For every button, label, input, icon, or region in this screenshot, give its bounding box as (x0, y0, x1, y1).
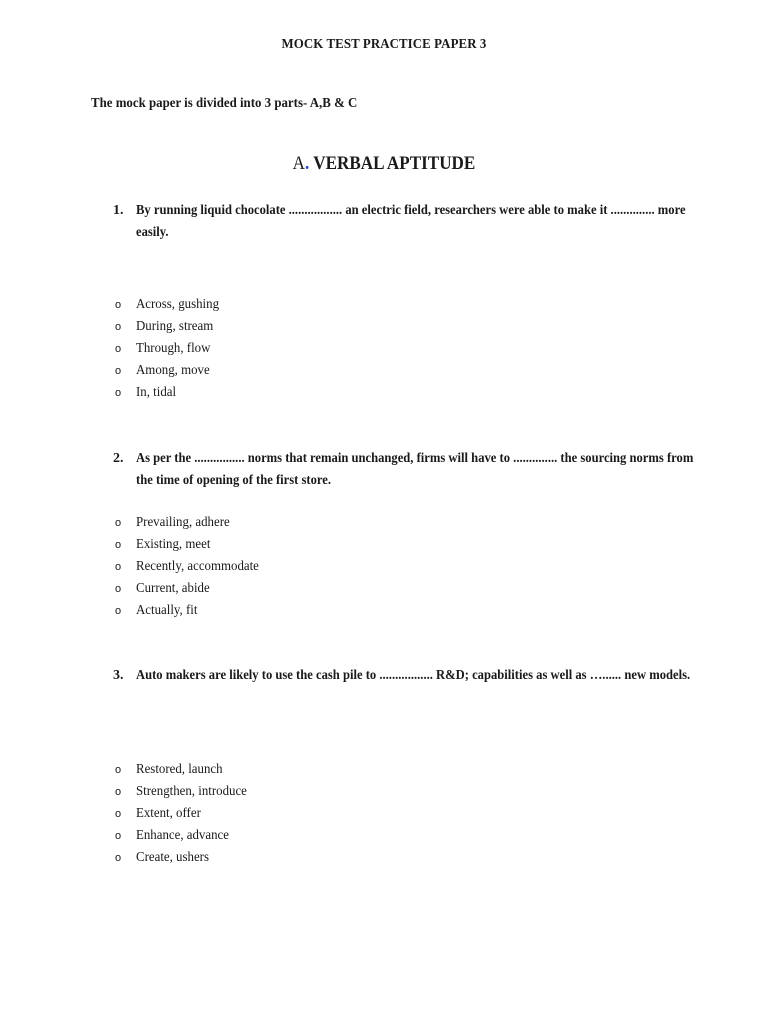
option-text: In, tidal (136, 385, 177, 400)
option-text: Across, gushing (136, 297, 220, 312)
question-1-options (113, 294, 226, 404)
option-text: Strengthen, introduce (136, 784, 247, 799)
option-item (113, 556, 270, 578)
bullet-icon: o (115, 387, 122, 399)
bullet-icon: o (115, 299, 122, 311)
section-heading (38, 153, 729, 175)
option-item (113, 382, 226, 404)
option-item (113, 847, 257, 869)
question-2-options (113, 512, 270, 622)
option-text: Actually, fit (136, 603, 198, 618)
option-text: Prevailing, adhere (136, 515, 230, 530)
option-text: Current, abide (136, 581, 210, 596)
option-text: Restored, launch (136, 762, 223, 777)
option-text: Enhance, advance (136, 828, 229, 843)
question-text: By running liquid chocolate ................. an electric field, researchers were able to make it .............. more easily. (136, 203, 686, 240)
option-text: Extent, offer (136, 806, 201, 821)
bullet-icon: o (115, 808, 122, 820)
option-item (113, 338, 226, 360)
section-letter: A (292, 153, 306, 174)
option-text: During, stream (136, 319, 214, 334)
bullet-icon: o (115, 561, 122, 573)
option-item (113, 600, 270, 622)
option-item (113, 294, 226, 316)
option-text: Create, ushers (136, 850, 209, 865)
question-number: 3. (113, 668, 124, 683)
question-text: As per the ................ norms that remain unchanged, firms will have to .............. the sourcing norms from the time of opening of the first store. (136, 451, 694, 488)
bullet-icon: o (115, 852, 122, 864)
option-item (113, 512, 270, 534)
option-text: Recently, accommodate (136, 559, 259, 574)
bullet-icon: o (115, 786, 122, 798)
option-item (113, 759, 257, 781)
option-item (113, 316, 226, 338)
option-text: Existing, meet (136, 537, 211, 552)
intro-text: The mock paper is divided into 3 parts- A,B & C (91, 96, 358, 111)
question-number: 1. (113, 203, 124, 218)
bullet-icon: o (115, 830, 122, 842)
option-item (113, 360, 226, 382)
option-item (113, 781, 257, 803)
document-title: MOCK TEST PRACTICE PAPER 3 (281, 37, 487, 52)
question-1 (113, 200, 693, 244)
section-dot: . (305, 153, 310, 174)
section-title: VERBAL APTITUDE (309, 153, 476, 174)
option-item (113, 825, 257, 847)
option-item (113, 578, 270, 600)
bullet-icon: o (115, 764, 122, 776)
option-item (113, 534, 270, 556)
bullet-icon: o (115, 605, 122, 617)
bullet-icon: o (115, 539, 122, 551)
question-3 (113, 665, 693, 687)
bullet-icon: o (115, 517, 122, 529)
bullet-icon: o (115, 583, 122, 595)
question-number: 2. (113, 451, 124, 466)
bullet-icon: o (115, 365, 122, 377)
option-item (113, 803, 257, 825)
option-text: Among, move (136, 363, 210, 378)
option-text: Through, flow (136, 341, 211, 356)
question-2 (113, 448, 693, 492)
question-text: Auto makers are likely to use the cash pile to ................. R&D; capabilities as well as …...... new models. (136, 668, 691, 683)
question-3-options (113, 759, 257, 869)
bullet-icon: o (115, 343, 122, 355)
bullet-icon: o (115, 321, 122, 333)
